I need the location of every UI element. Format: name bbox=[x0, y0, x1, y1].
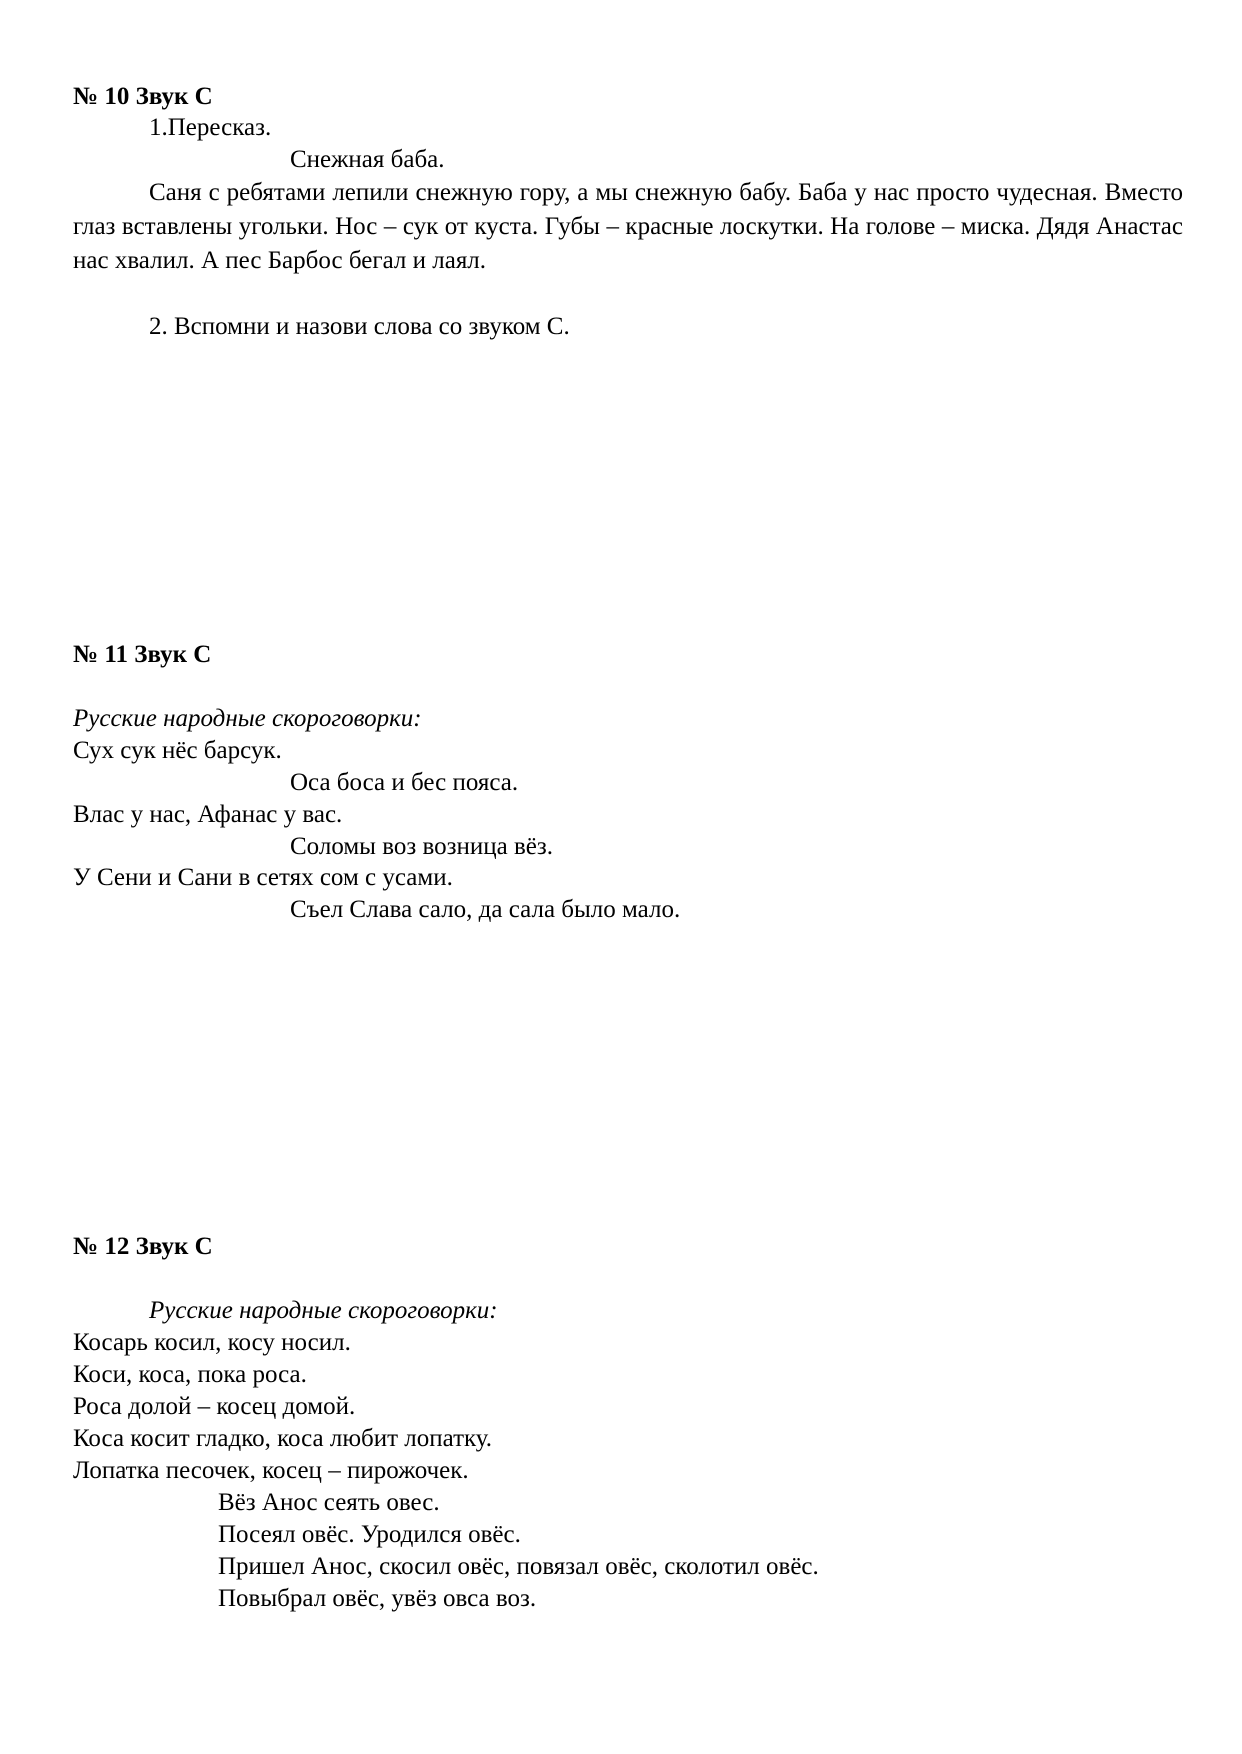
section-10-story-title: Снежная баба. bbox=[290, 146, 445, 173]
section-10-task-2: 2. Вспомни и назови слова со звуком С. bbox=[149, 313, 570, 340]
section-12-line: Посеял овёс. Уродился овёс. bbox=[218, 1521, 521, 1548]
section-12-line: Коси, коса, пока роса. bbox=[73, 1361, 307, 1388]
section-11-heading: № 11 Звук С bbox=[73, 641, 212, 668]
section-11-line: Сух сук нёс барсук. bbox=[73, 737, 282, 764]
section-12-line: Косарь косил, косу носил. bbox=[73, 1329, 351, 1356]
section-12-line: Повыбрал овёс, увёз овса воз. bbox=[218, 1585, 537, 1612]
section-12-line: Пришел Анос, скосил овёс, повязал овёс, сколотил овёс. bbox=[218, 1553, 819, 1580]
section-11-line: Влас у нас, Афанас у вас. bbox=[73, 801, 343, 828]
section-10-story-text: Саня с ребятами лепили снежную гору, а мы снежную бабу. Баба у нас просто чудесная. Вместо глаз вставлены угольки. Нос – сук от куста. Губы – красные лоскутки. На голове – миска. Дядя Анастас нас хвалил. А пес Барбос бегал и лаял. bbox=[73, 179, 1183, 274]
section-12-line: Роса долой – косец домой. bbox=[73, 1393, 356, 1420]
section-12-line: Вёз Анос сеять овес. bbox=[218, 1489, 440, 1516]
section-12-line: Коса косит гладко, коса любит лопатку. bbox=[73, 1425, 493, 1452]
section-11-line: У Сени и Сани в сетях сом с усами. bbox=[73, 864, 453, 891]
section-11-subtitle: Русские народные скороговорки: bbox=[73, 705, 422, 732]
section-10-heading: № 10 Звук С bbox=[73, 83, 213, 110]
section-10-task-1: 1.Пересказ. bbox=[149, 114, 272, 141]
section-11-line: Оса боса и бес пояса. bbox=[290, 769, 519, 796]
section-12-subtitle: Русские народные скороговорки: bbox=[149, 1297, 498, 1324]
section-12-heading: № 12 Звук С bbox=[73, 1233, 213, 1260]
section-11-line: Соломы воз возница вёз. bbox=[290, 833, 553, 860]
section-11-line: Съел Слава сало, да сала было мало. bbox=[290, 896, 681, 923]
section-12-line: Лопатка песочек, косец – пирожочек. bbox=[73, 1457, 469, 1484]
